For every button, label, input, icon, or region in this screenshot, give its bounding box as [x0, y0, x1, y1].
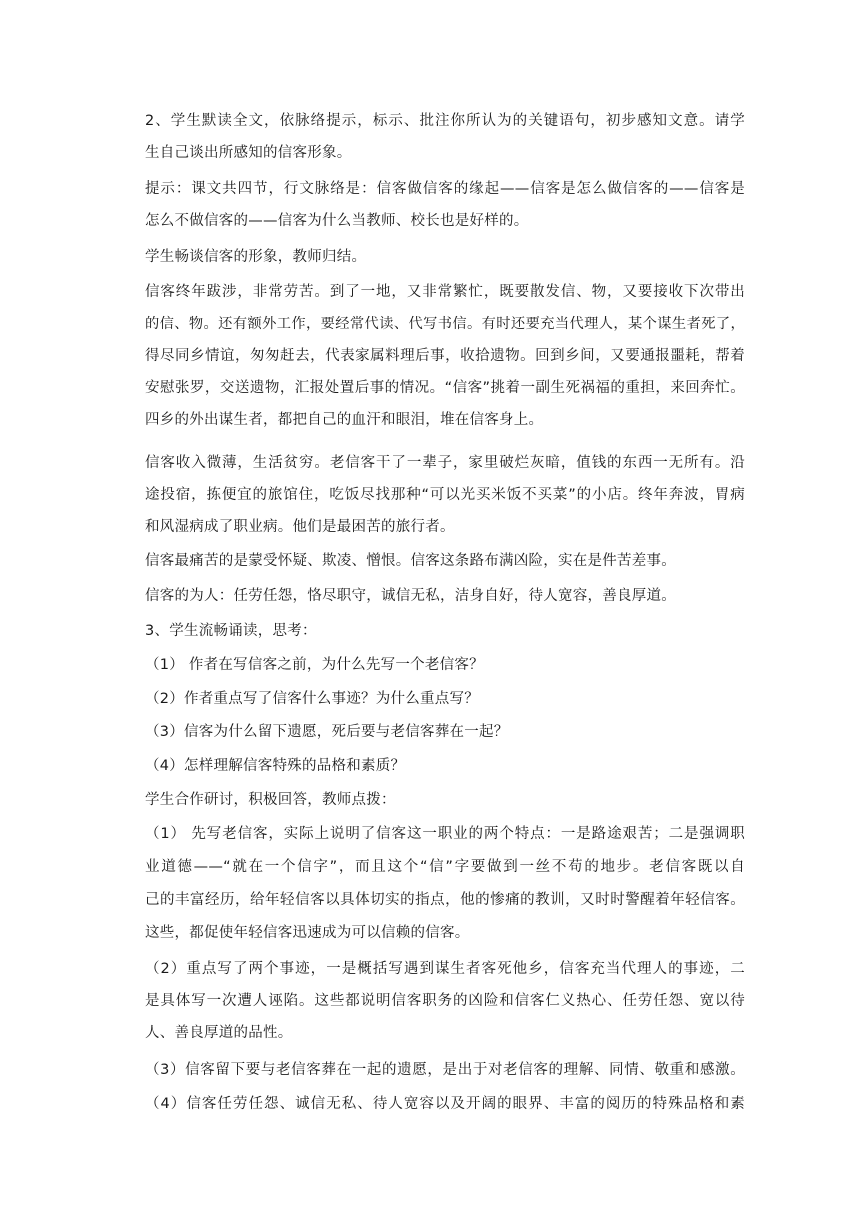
paragraph-line: 学生畅谈信客的形象，教师归结。 [145, 249, 367, 265]
paragraph-line: 信客的为人：任劳任怨，恪尽职守，诚信无私，洁身自好，待人宽容，善良厚道。 [145, 588, 676, 604]
answer-line: 业道德——“就在一个信字”，而且这个“信”字要做到一丝不苟的地步。老信客既以自 [145, 859, 745, 875]
section-heading: 3、学生流畅诵读，思考： [145, 623, 317, 639]
paragraph-line: 和风湿病成了职业病。他们是最困苦的旅行者。 [145, 519, 455, 535]
answer-line: 这些，都促使年轻信客迅速成为可以信赖的信客。 [145, 925, 470, 941]
paragraph-line: 2、学生默读全文，依脉络提示，标示、批注你所认为的关键语句，初步感知文意。请学 [145, 113, 745, 129]
paragraph-line: 途投宿，拣便宜的旅馆住，吃饭尽找那种“可以光买米饭不买菜”的小店。终年奔波，胃病 [145, 487, 745, 503]
paragraph-line: 得尽同乡情谊，匆匆赶去，代表家属料理后事，收拾遗物。回到乡间，又要通报噩耗，帮着 [145, 348, 745, 364]
question-item: （3）信客为什么留下遗愿，死后要与老信客葬在一起？ [145, 724, 509, 740]
answer-line: 是具体写一次遭人诬陷。这些都说明信客职务的凶险和信客仁义热心、任劳任怨、宽以待 [145, 993, 745, 1009]
question-item: （4）怎样理解信客特殊的品格和素质？ [145, 758, 406, 774]
paragraph-line: 信客收入微薄，生活贫穷。老信客干了一辈子，家里破烂灰暗，值钱的东西一无所有。沿 [145, 455, 745, 471]
answer-line: （1） 先写老信客，实际上说明了信客这一职业的两个特点：一是路途艰苦；二是强调职 [145, 826, 745, 842]
answer-line: 人、善良厚道的品性。 [145, 1025, 293, 1041]
question-item: （1） 作者在写信客之前，为什么先写一个老信客？ [145, 657, 484, 673]
question-item: （2）作者重点写了信客什么事迹？为什么重点写？ [145, 691, 479, 707]
paragraph-line: 生自己谈出所感知的信客形象。 [145, 145, 352, 161]
paragraph-line: 的信、物。还有额外工作，要经常代读、代写书信。有时还要充当代理人，某个谋生者死了， [145, 316, 745, 332]
answer-line: 己的丰富经历，给年轻信客以具体切实的指点，他的惨痛的教训，又时时警醒着年轻信客。 [145, 892, 745, 908]
paragraph-line: 学生合作研讨，积极回答，教师点拨： [145, 792, 396, 808]
paragraph-line: 信客终年跋涉，非常劳苦。到了一地，又非常繁忙，既要散发信、物，又要接收下次带出 [145, 284, 745, 300]
paragraph-line: 信客最痛苦的是蒙受怀疑、欺凌、憎恨。信客这条路布满凶险，实在是件苦差事。 [145, 553, 676, 569]
paragraph-line: 安慰张罗，交送遗物，汇报处置后事的情况。“信客”挑着一副生死祸福的重担，来回奔忙。 [145, 380, 745, 396]
paragraph-line: 提示：课文共四节，行文脉络是：信客做信客的缘起——信客是怎么做信客的——信客是 [145, 181, 745, 197]
answer-line: （4）信客任劳任怨、诚信无私、待人宽容以及开阔的眼界、丰富的阅历的特殊品格和素 [145, 1096, 745, 1112]
answer-line: （2）重点写了两个事迹，一是概括写遇到谋生者客死他乡，信客充当代理人的事迹，二 [145, 961, 745, 977]
paragraph-line: 怎么不做信客的——信客为什么当教师、校长也是好样的。 [145, 213, 529, 229]
answer-line: （3）信客留下要与老信客葬在一起的遗愿，是出于对老信客的理解、同情、敬重和感激。 [145, 1062, 745, 1078]
paragraph-line: 四乡的外出谋生者，都把自己的血汗和眼泪，堆在信客身上。 [145, 412, 544, 428]
